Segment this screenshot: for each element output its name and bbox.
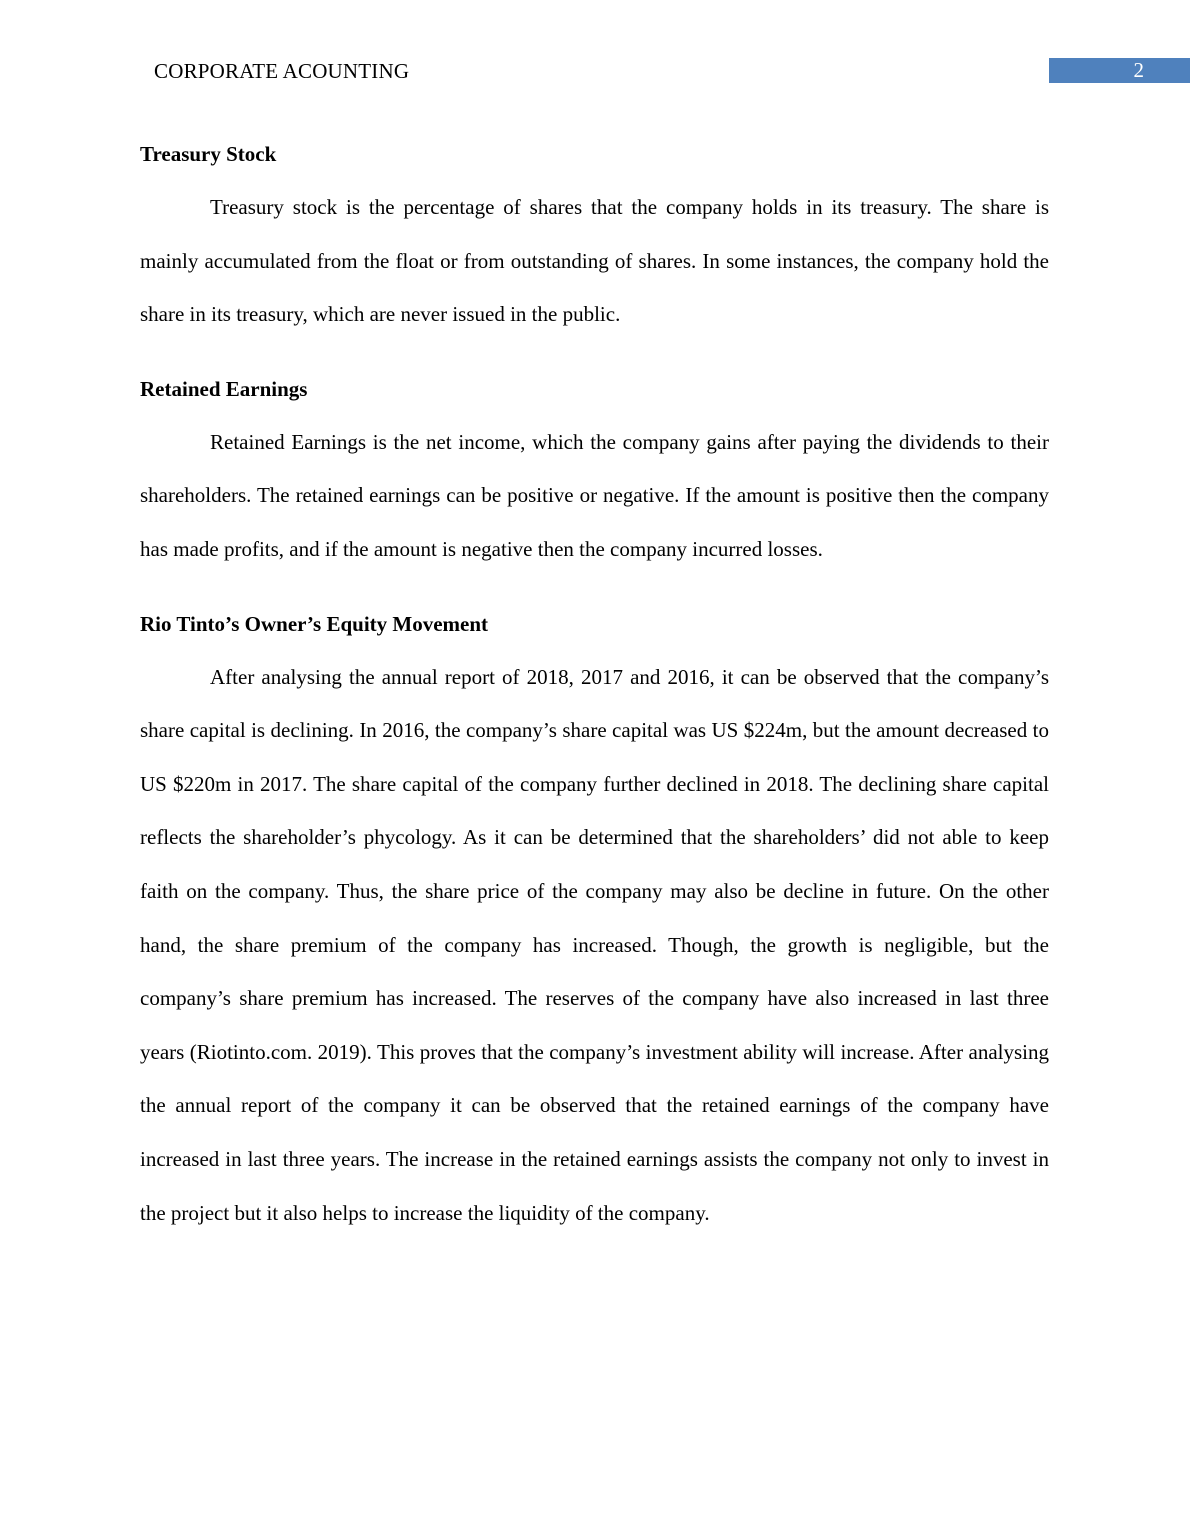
section-heading: Retained Earnings — [140, 376, 308, 401]
section-heading: Rio Tinto’s Owner’s Equity Movement — [140, 611, 489, 636]
page-number: 2 — [1133, 58, 1144, 82]
running-header-title: CORPORATE ACOUNTING — [154, 59, 410, 83]
section-paragraph: Treasury stock is the percentage of shares that the company holds in its treasury. The share is mainly accumulated from the float or from outstanding of shares. In some instances, the company hold the share in its treasury, which are never issued in the public. — [140, 195, 1049, 327]
section-retained-earnings — [140, 361, 1049, 577]
section-paragraph: After analysing the annual report of 2018, 2017 and 2016, it can be observed that the company’s share capital is declining. In 2016, the company’s share capital was US $224m, but the amount decreased to US $220m in 2017. The share capital of the company further declined in 2018. The declining share capital reflects the shareholder’s phycology. As it can be determined that the shareholders’ did not able to keep faith on the company. Thus, the share price of the company may also be decline in future. On the other hand, the share premium of the company has increased. Though, the growth is negligible, but the company’s share premium has increased. The reserves of the company have also increased in last three years (Riotinto.com. 2019). This proves that the company’s investment ability will increase. After analysing the annual report of the company it can be observed that the retained earnings of the company have increased in last three years. The increase in the retained earnings assists the company not only to invest in the project but it also helps to increase the liquidity of the company. — [140, 664, 1049, 1225]
section-owners-equity-movement — [140, 596, 1049, 1241]
section-heading: Treasury Stock — [140, 142, 277, 166]
page-number-badge — [1049, 58, 1190, 83]
document-body — [140, 126, 1049, 1240]
section-paragraph: Retained Earnings is the net income, which the company gains after paying the dividends to their shareholders. The retained earnings can be positive or negative. If the amount is positive then the company has made profits, and if the amount is negative then the company incurred losses. — [140, 429, 1049, 561]
section-treasury-stock — [140, 126, 1049, 342]
